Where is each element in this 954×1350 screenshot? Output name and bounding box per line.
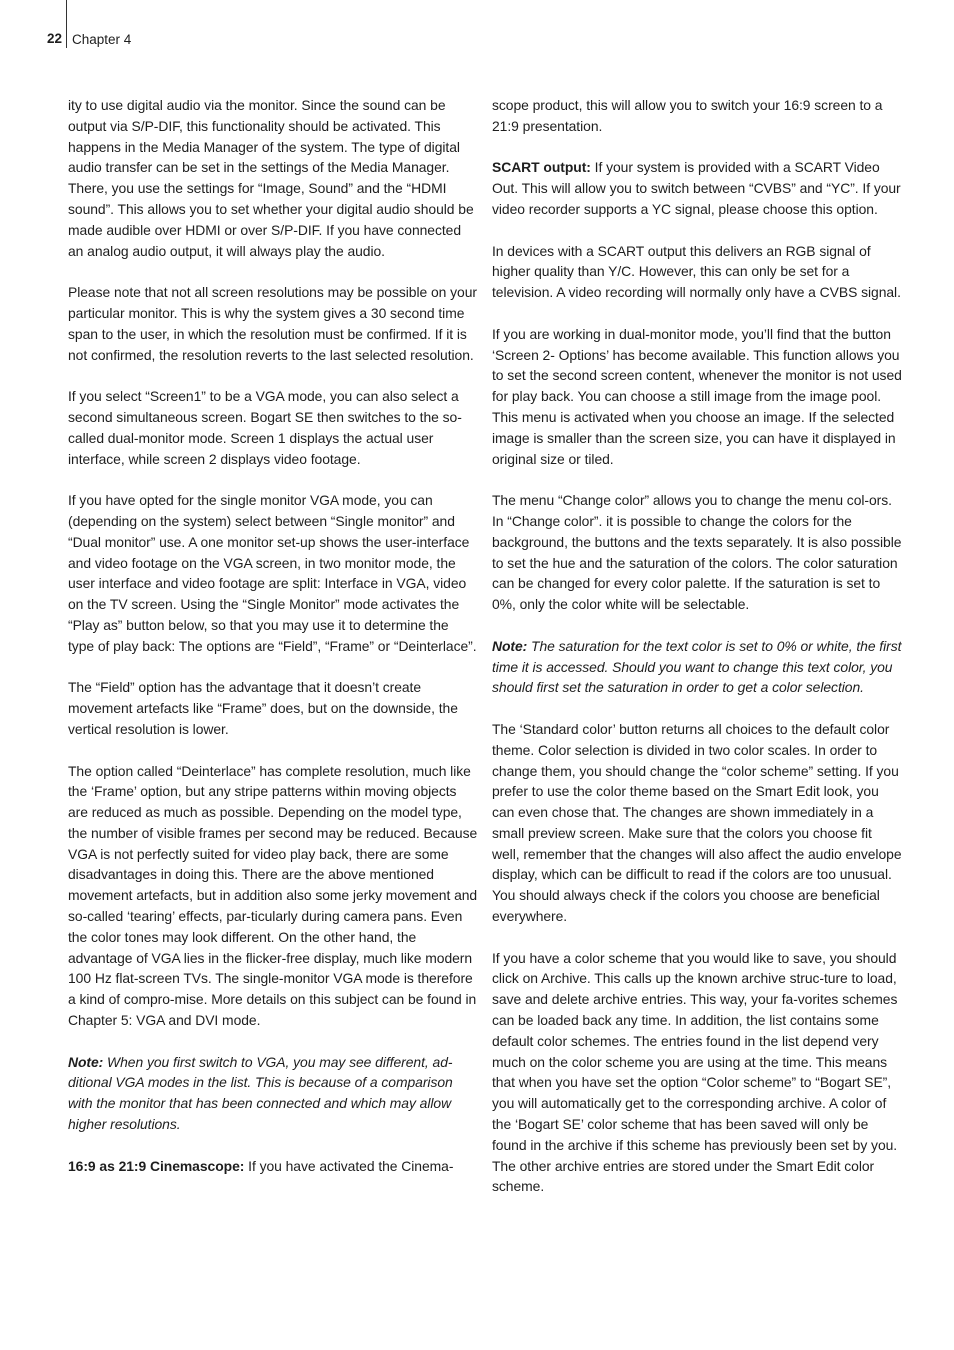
page-number: 22 [47, 31, 63, 46]
left-column [68, 95, 478, 1197]
right-column [492, 95, 902, 1218]
paragraph: The option called “Deinterlace” has complete resolution, much like the ‘Frame’ option, but any stripe patterns within moving objects are reduced as much as possible. Depending on the model type, the number of visible frames per second may be reduced. Because VGA is not perfectly suited for video play back, there are some disadvantages in doing this. There are the above mentioned movement artefacts, but in addition also some jerky movement and so-called ‘tearing’ effects, par-ticularly during camera pans. Even the color tones may look different. On the other hand, the advantage of VGA lies in the flicker-free display, much like modern 100 Hz flat-screen TVs. The single-monitor VGA mode is therefore a kind of compro-mise. More details on this subject can be found in Chapter 5: VGA and DVI mode. [68, 762, 478, 1029]
paragraph: Please note that not all screen resolutions may be possible on your particular monitor. This is why the system gives a 30 second time span to the user, in which the resolution must be confirmed. If it is not confirmed, the resolution reverts to the last selected resolution. [68, 284, 477, 363]
paragraph: If you are working in dual-monitor mode, you’ll find that the button ‘Screen 2- Options’ has become available. This function allows you to set the second screen content, whenever the monitor is not used for play back. You can choose a still image from the image pool. This menu is activated when you choose an image. If the selected image is smaller than the screen size, you can have it displayed in original size or tiled. [492, 325, 902, 467]
paragraph: ity to use digital audio via the monitor. Since the sound can be output via S/P-DIF, this functionality should be activated. This happens in the Media Manager of the system. The type of digital audio transfer can be set in the settings of the Media Manager. There, you use the settings for “Image, Sound” and the “HDMI sound”. This allows you to set whether your digital audio should be made audible over HDMI or over S/P-DIF. If you have connected an analog audio output, it will always play the audio. [68, 97, 474, 259]
note-paragraph: Note: The saturation for the text color is set to 0% or white, the first time it is accessed. Should you want to change this text color, you should first set the saturation in order to get a color selection. [492, 637, 902, 696]
paragraph: SCART output: If your system is provided with a SCART Video Out. This will allow you to switch between “CVBS” and “YC”. If your video recorder supports a YC signal, please choose this option. [492, 159, 901, 217]
paragraph: scope product, this will allow you to switch your 16:9 screen to a 21:9 presentation. [492, 97, 883, 134]
paragraph: 16:9 as 21:9 Cinemascope: If you have activated the Cinema- [68, 1157, 454, 1174]
header-divider [66, 0, 67, 48]
paragraph: The “Field” option has the advantage that it doesn’t create movement artefacts like “Frame” does, but on the downside, the vertical resolution is lower. [68, 679, 458, 737]
paragraph: If you have a color scheme that you would like to save, you should click on Archive. This calls up the known archive struc-ture to load, save and delete archive entries. This way, your fa-vorites schemes can be loaded back any time. In addition, the list contains some default color schemes. The entries found in the list depend very much on the color scheme you are using at the time. This means that when you have set the option “Color scheme” to “Bogart SE”, you will automatically get to the corresponding archive. A color of the ‘Bogart SE’ color scheme that has been saved will only be found in the archive if this scheme has previously been set by you. The other archive entries are stored under the Smart Edit color scheme. [492, 949, 898, 1195]
paragraph: If you select “Screen1” to be a VGA mode, you can also select a second simultaneous screen. Bogart SE then switches to the so-called dual-monitor mode. Screen 1 displays the actual user interface, while screen 2 displays video footage. [68, 388, 462, 467]
paragraph: The ‘Standard color’ button returns all choices to the default color theme. Color selection is divided in two color scales. In order to change them, you should change the “color scheme” setting. If you prefer to use the color theme based on the Smart Edit look, you can even chose that. The changes are shown immediately in a small preview screen. Make sure that the colors you choose fit well, remember that the changes will also affect the audio envelope display, which can be difficult to read if the colors are too unusual. You should always check if the colors you choose are beneficial everywhere. [492, 720, 902, 925]
chapter-label: Chapter 4 [72, 32, 132, 47]
paragraph: In devices with a SCART output this delivers an RGB signal of higher quality than Y/C. However, this can only be set for a television. A video recording will normally only have a CVBS signal. [492, 242, 901, 301]
paragraph: The menu “Change color” allows you to change the menu col-ors. In “Change color”. it is possible to change the colors for the background, the buttons and the texts separately. It is also possible to set the hue and the saturation of the colors. The color saturation can be changed for every color palette. If the saturation is set to 0%, only the color white will be selectable. [492, 492, 902, 613]
paragraph: If you have opted for the single monitor VGA mode, you can (depending on the system) select between “Single monitor” and “Dual monitor” use. A one monitor set-up shows the user-interface and video footage on the VGA screen, in two monitor mode, the user interface and video footage are split: Interface in VGA, video on the TV screen. Using the “Single Monitor” mode activates the “Play as” button below, so that you may use it to determine the type of play back: The options are “Field”, “Frame” or “Deinterlace”. [68, 492, 477, 654]
note-paragraph: Note: When you first switch to VGA, you may see different, ad-ditional VGA modes in the list. This is because of a comparison with the monitor that has been connected and which may allow higher resolutions. [68, 1053, 453, 1133]
